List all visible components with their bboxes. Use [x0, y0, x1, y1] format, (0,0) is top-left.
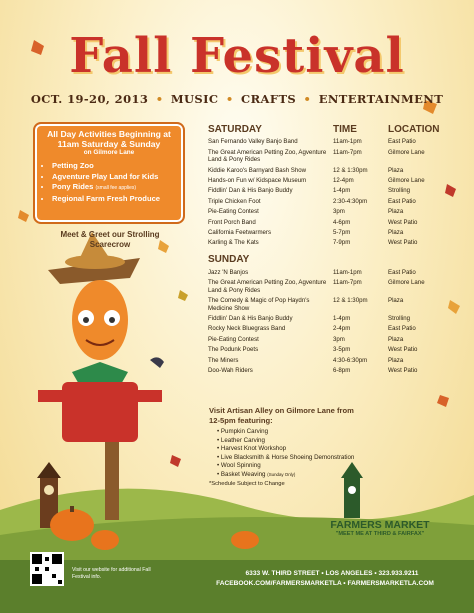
scarecrow-caption: Meet & Greet our Strolling Scarecrow — [60, 230, 160, 249]
event-name: The Great American Petting Zoo, Agventure Land & Pony Rides — [208, 279, 327, 294]
schedule-row — [208, 186, 453, 196]
event-time: 12-4pm — [333, 177, 354, 185]
event-time: 2:30-4:30pm — [333, 197, 368, 205]
schedule-row — [208, 324, 453, 334]
schedule-row — [208, 147, 453, 165]
schedule-row — [208, 137, 453, 147]
event-time: 4:30-6:30pm — [333, 356, 368, 364]
activity-item: • Regional Farm Fresh Produce — [52, 194, 176, 205]
schedule-row — [208, 345, 453, 355]
schedule-row — [208, 176, 453, 186]
event-location: Gilmore Lane — [388, 279, 425, 287]
event-name: Rocky Neck Bluegrass Band — [208, 325, 286, 333]
footer-social-links[interactable]: FACEBOOK.COM/FARMERSMARKETLA • FARMERSMARKETLA.COM — [216, 580, 434, 587]
schedule-disclaimer: *Schedule Subject to Change — [209, 480, 285, 487]
qr-code-icon[interactable] — [30, 552, 64, 586]
event-location: West Patio — [388, 366, 418, 374]
activity-note: (small fee applies) — [95, 185, 137, 191]
festival-subtitle — [0, 92, 474, 106]
logo-name: FARMERS MARKET — [330, 519, 430, 531]
event-time: 11am-7pm — [333, 279, 362, 287]
artisan-item: • Pumpkin Carving — [217, 428, 359, 437]
location-heading: LOCATION — [388, 124, 440, 135]
qr-caption: Visit our website for additional Fall Festival info. — [72, 567, 151, 580]
event-location: East Patio — [388, 138, 416, 146]
event-name: Hands-on Fun w/ Kidspace Museum — [208, 177, 307, 185]
event-location: East Patio — [388, 325, 416, 333]
event-name: Front Porch Band — [208, 218, 256, 226]
sunday-rows — [208, 267, 453, 376]
event-time: 1-4pm — [333, 315, 351, 323]
event-name: Pie-Eating Contest — [208, 208, 259, 216]
event-time: 1-4pm — [333, 187, 351, 195]
event-location: Strolling — [388, 315, 411, 323]
schedule-row — [208, 314, 453, 324]
event-time: 4-6pm — [333, 218, 351, 226]
artisan-item: • Wool Spinning — [217, 462, 359, 471]
schedule-row — [208, 334, 453, 344]
event-location: Plaza — [388, 208, 404, 216]
artisan-item: • Live Blacksmith & Horse Shoeing Demonstration — [217, 454, 359, 463]
schedule-row — [208, 278, 453, 296]
event-name: The Podunk Poets — [208, 346, 259, 354]
schedule — [208, 124, 453, 376]
event-name: Jazz 'N Banjos — [208, 268, 249, 276]
festival-dates: OCT. 19-20, 2013 — [30, 92, 149, 106]
activity-item: • Agventure Play Land for Kids — [52, 172, 176, 183]
schedule-row — [208, 207, 453, 217]
event-location: Plaza — [388, 297, 404, 305]
saturday-heading: SATURDAY — [208, 124, 262, 135]
activities-location: on Gilmore Lane — [83, 149, 135, 156]
schedule-row — [208, 196, 453, 206]
separator-3: • — [303, 92, 312, 106]
event-name: The Miners — [208, 356, 239, 364]
event-location: Gilmore Lane — [388, 177, 425, 185]
activity-item: • Pony Rides (small fee applies) — [52, 182, 176, 194]
artisan-note: (Sunday Only) — [267, 471, 296, 477]
schedule-row — [208, 228, 453, 238]
event-location: Strolling — [388, 187, 411, 195]
schedule-row — [208, 165, 453, 175]
schedule-row — [208, 355, 453, 365]
event-time: 3pm — [333, 208, 345, 216]
subtitle-entertainment: ENTERTAINMENT — [318, 92, 444, 106]
footer-address: 6333 W. THIRD STREET • LOS ANGELES • 323.933.9211 — [245, 570, 419, 577]
event-time: 12 & 1:30pm — [333, 297, 368, 305]
schedule-row — [208, 296, 453, 314]
event-name: The Comedy & Magic of Pop Haydn's Medicine Show — [208, 297, 310, 312]
event-time: 11am-1pm — [333, 268, 362, 276]
artisan-item: • Harvest Knot Workshop — [217, 445, 359, 454]
separator-1: • — [155, 92, 164, 106]
event-name: The Great American Petting Zoo, Agventure Land & Pony Rides — [208, 148, 327, 164]
time-heading: TIME — [333, 124, 357, 135]
schedule-row — [208, 217, 453, 227]
event-location: West Patio — [388, 346, 418, 354]
separator-2: • — [225, 92, 234, 106]
saturday-rows — [208, 137, 453, 248]
activities-heading: All Day Activities Beginning at 11am Saturday & Sunday — [47, 129, 171, 149]
event-name: Pie-Eating Contest — [208, 335, 259, 343]
schedule-header-sunday — [208, 254, 453, 267]
event-location: East Patio — [388, 197, 416, 205]
schedule-row — [208, 238, 453, 248]
event-name: Fiddlin' Dan & His Banjo Buddy — [208, 187, 293, 195]
event-name: Fiddlin' Dan & His Banjo Buddy — [208, 315, 293, 323]
sunday-heading: SUNDAY — [208, 254, 250, 266]
schedule-row — [208, 366, 453, 376]
artisan-heading: Visit Artisan Alley on Gilmore Lane from 12-5pm featuring: — [209, 406, 354, 425]
artisan-item: • Basket Weaving (Sunday Only) — [217, 471, 359, 480]
festival-title: Fall Festival — [69, 28, 405, 84]
schedule-header-saturday — [208, 124, 453, 137]
event-time: 3-5pm — [333, 346, 351, 354]
qr-pattern — [30, 552, 64, 586]
subtitle-music: MUSIC — [170, 92, 219, 106]
event-location: West Patio — [388, 239, 418, 247]
subtitle-crafts: CRAFTS — [241, 92, 297, 106]
event-name: San Fernando Valley Banjo Band — [208, 138, 298, 146]
event-time: 2-4pm — [333, 325, 351, 333]
event-time: 7-9pm — [333, 239, 351, 247]
artisan-item: • Leather Carving — [217, 437, 359, 446]
event-location: Gilmore Lane — [388, 148, 425, 156]
activity-item: • Petting Zoo — [52, 161, 176, 172]
event-location: Plaza — [388, 166, 404, 174]
event-location: Plaza — [388, 228, 404, 236]
event-time: 11am-1pm — [333, 138, 362, 146]
event-time: 5-7pm — [333, 228, 351, 236]
event-name: Kiddie Karoo's Barnyard Bash Show — [208, 166, 307, 174]
event-time: 6-8pm — [333, 366, 351, 374]
event-name: Doo-Wah Riders — [208, 366, 253, 374]
event-name: California Feetwarmers — [208, 228, 271, 236]
event-location: Plaza — [388, 356, 404, 364]
all-day-activities-box — [33, 122, 185, 224]
event-location: East Patio — [388, 268, 416, 276]
event-name: Triple Chicken Foot — [208, 197, 261, 205]
event-location: West Patio — [388, 218, 418, 226]
event-time: 12 & 1:30pm — [333, 166, 368, 174]
event-location: Plaza — [388, 335, 404, 343]
event-time: 11am-7pm — [333, 148, 362, 156]
schedule-row — [208, 267, 453, 277]
logo-tagline: "MEET ME AT THIRD & FAIRFAX" — [335, 531, 425, 537]
event-name: Karling & The Kats — [208, 239, 259, 247]
farmers-market-logo — [300, 470, 460, 537]
event-time: 3pm — [333, 335, 345, 343]
activities-list — [42, 161, 176, 204]
